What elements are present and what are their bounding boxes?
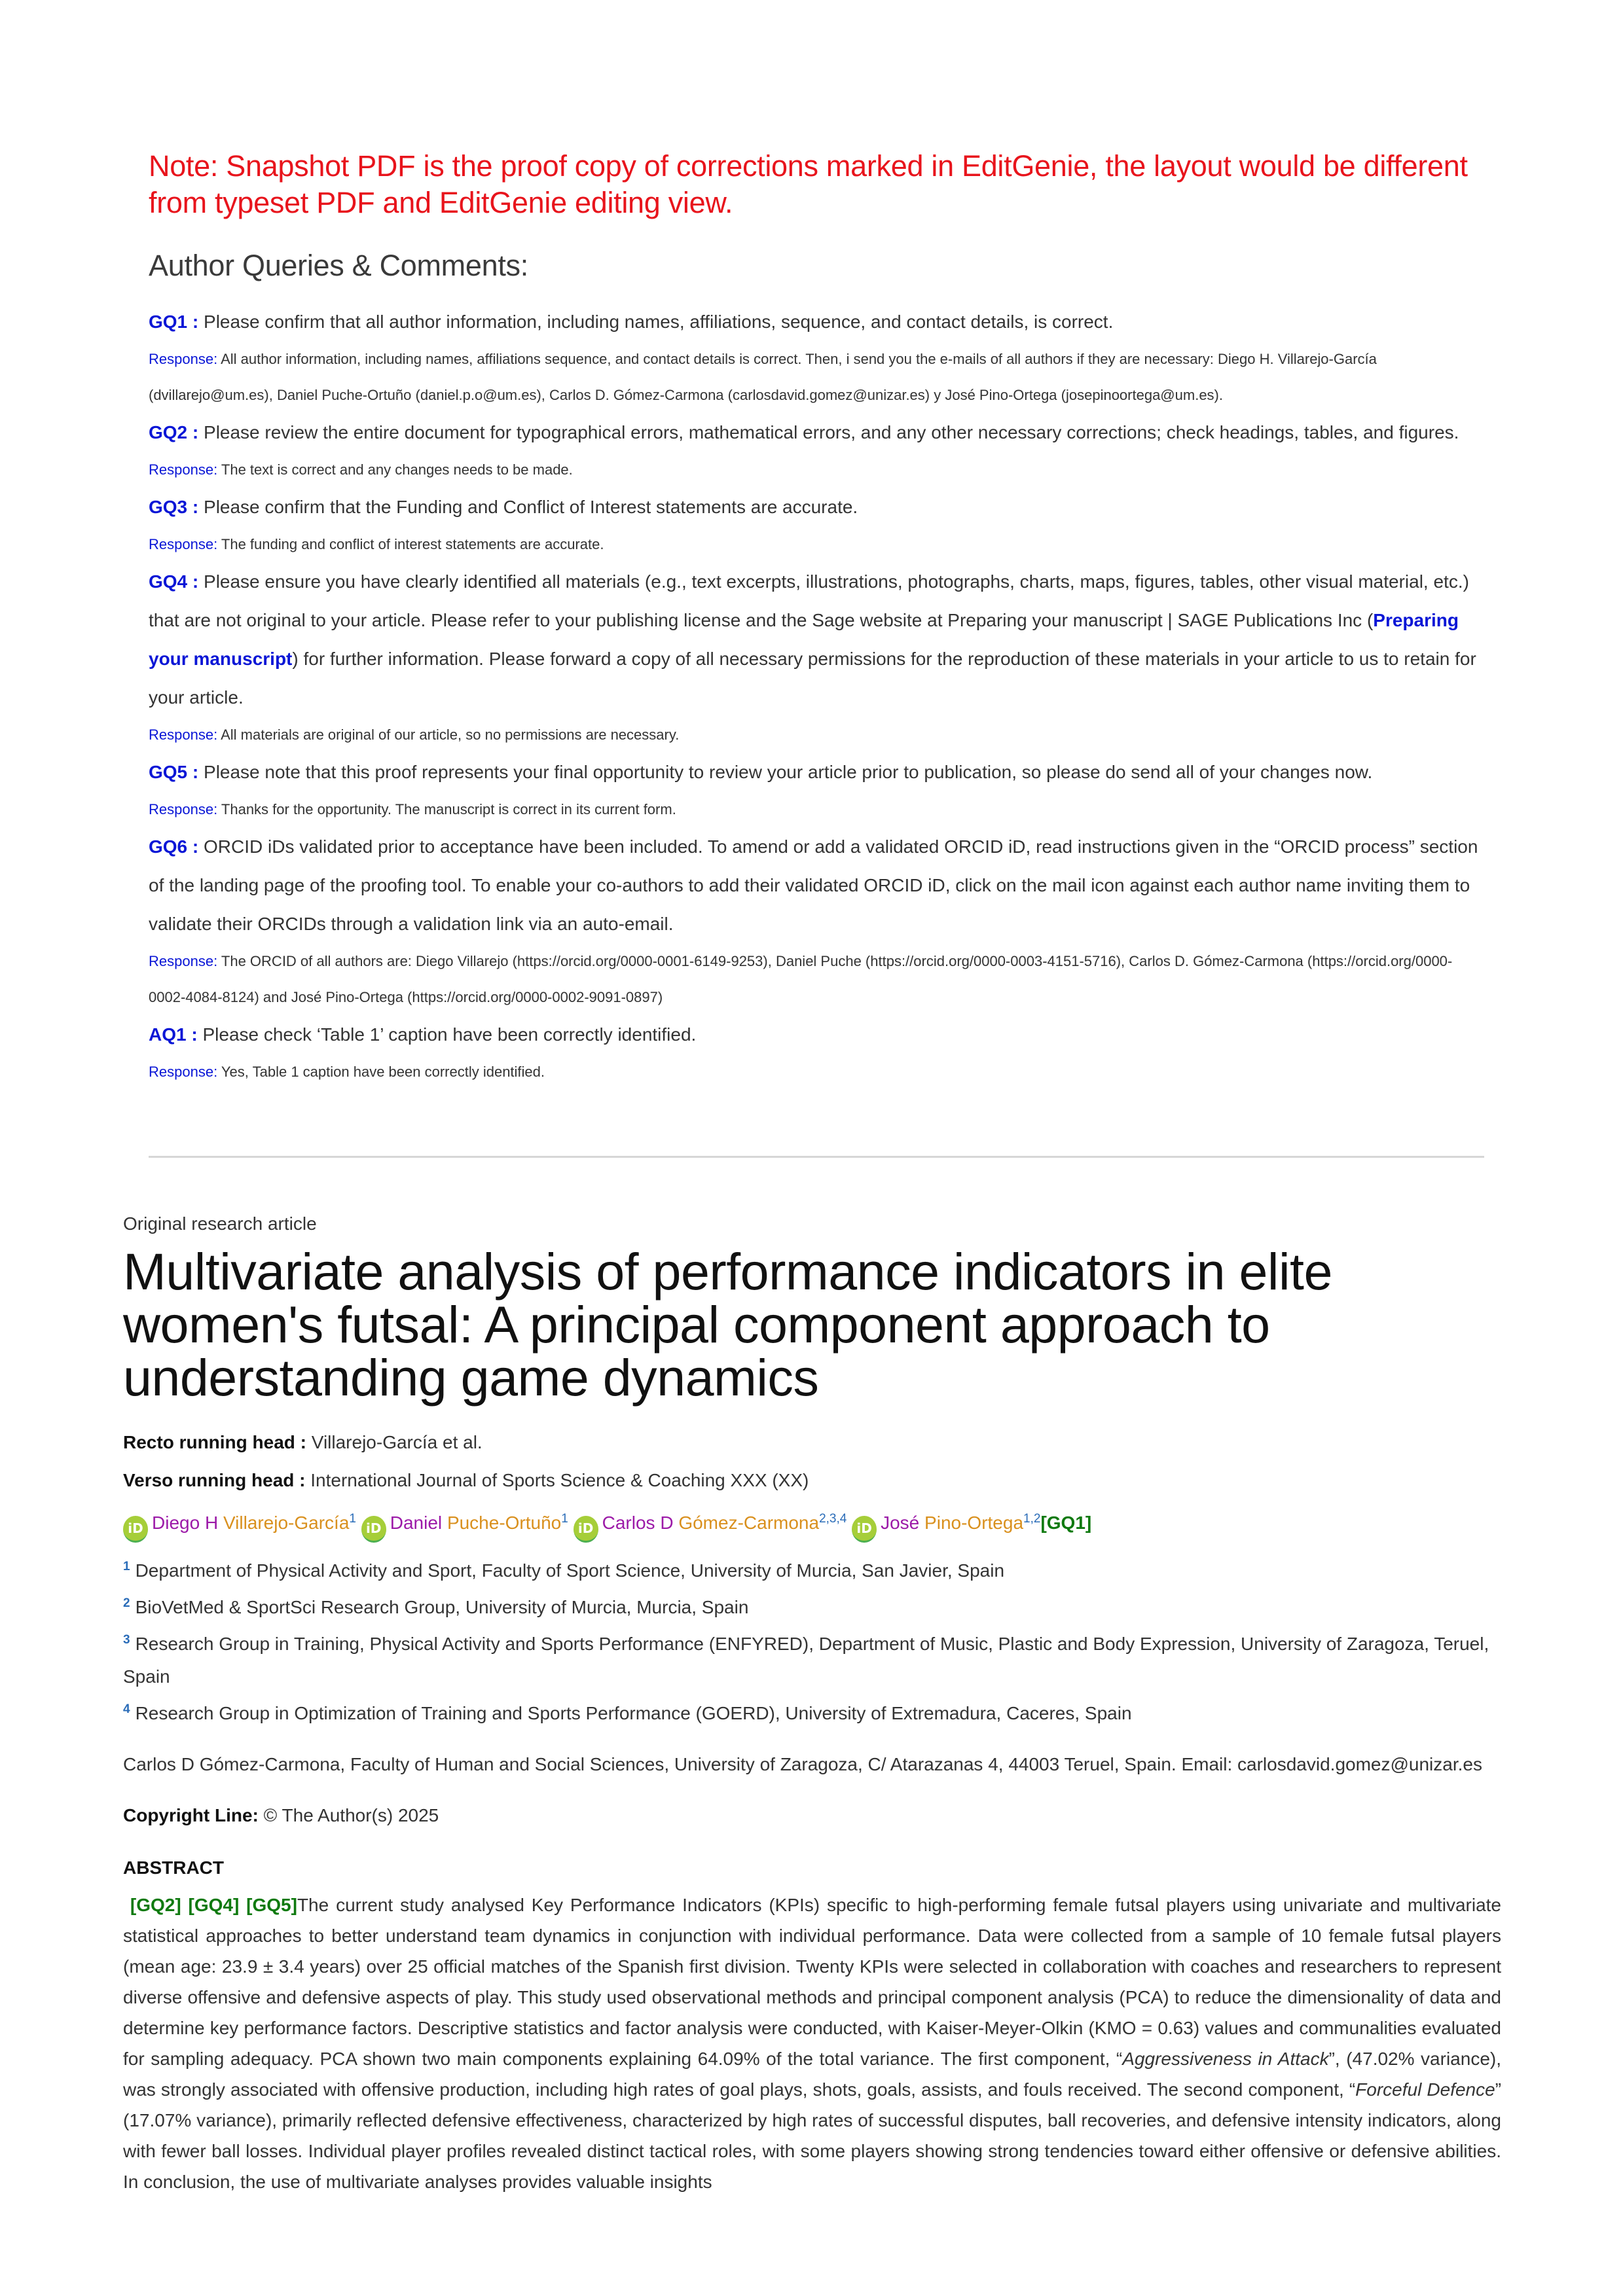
query-gq6 — [149, 827, 1484, 943]
author-surname: Puche-Ortuño — [447, 1513, 562, 1533]
author-surname: Pino-Ortega — [924, 1513, 1024, 1533]
orcid-icon[interactable]: iD — [361, 1516, 386, 1543]
query-text: Please ensure you have clearly identified all materials (e.g., text excerpts, illustrations, photographs, charts, maps, figures, tables, other visual material, etc.) that are not original to your article. Please refer to your publishing license and the Sage website at Preparing your manuscript | SAGE Publications Inc ( — [149, 571, 1469, 630]
author-surname: Gómez-Carmona — [678, 1513, 820, 1533]
response-label: Response: — [149, 726, 218, 743]
author-affil-sup: 1 — [561, 1512, 568, 1526]
author-queries-panel — [149, 148, 1484, 1090]
affiliation-number: 4 — [123, 1702, 130, 1716]
author-affil-sup: 2,3,4 — [819, 1512, 847, 1526]
affiliation-item — [123, 1624, 1501, 1693]
response-label: Response: — [149, 461, 218, 478]
abstract-text: The current study analysed Key Performance Indicators (KPIs) specific to high-performing female futsal players using univariate and multivariate statistical approaches to better understand team dynamics in conjunction with individual performance. Data were collected from a sample of 10 female futsal players (mean age: 23.9 ± 3.4 years) over 25 official matches of the Spanish first division. Twenty KPIs were selected in collaboration with coaches and researchers to represent diverse offensive and defensive aspects of play. This study used observational methods and principal component analysis (PCA) to reduce the dimensionality of data and determine key performance factors. Descriptive statistics and factor analysis were conducted, with Kaiser-Meyer-Olkin (KMO = 0.63) values and communalities evaluated for sampling adequacy. PCA shown two main components explaining 64.09% of the total variance. The first component, “ — [123, 1895, 1502, 2069]
query-text: Please check ‘Table 1’ caption have been correctly identified. — [202, 1024, 697, 1045]
response-gq6 — [149, 943, 1484, 1015]
abstract-heading: ABSTRACT — [123, 1857, 224, 1878]
response-text: The text is correct and any changes needs to be made. — [221, 461, 573, 478]
affiliation-number: 1 — [123, 1560, 130, 1573]
response-text: All materials are original of our article, so no permissions are necessary. — [221, 726, 680, 743]
query-gq2 — [149, 413, 1484, 452]
orcid-icon[interactable]: iD — [574, 1516, 598, 1543]
affiliation-number: 2 — [123, 1596, 130, 1610]
abstract-body — [123, 1890, 1501, 2197]
abstract-emphasis: Aggressiveness in Attack — [1122, 2049, 1329, 2069]
query-id[interactable]: AQ1 : — [149, 1024, 198, 1045]
response-gq3 — [149, 526, 1484, 562]
verso-value: International Journal of Sports Science & Coaching XXX (XX) — [310, 1470, 809, 1490]
query-gq4 — [149, 562, 1484, 717]
recto-running-head — [123, 1424, 1501, 1462]
affiliation-text: Department of Physical Activity and Sport, Faculty of Sport Science, University of Murcia, San Javier, Spain — [135, 1560, 1005, 1581]
response-label: Response: — [149, 1064, 218, 1080]
affiliation-text: BioVetMed & SportSci Research Group, University of Murcia, Murcia, Spain — [135, 1597, 749, 1617]
query-gq5 — [149, 753, 1484, 791]
copyright-label: Copyright Line: — [123, 1805, 259, 1825]
verso-running-head — [123, 1462, 1501, 1499]
author-given-name: Diego H — [152, 1513, 219, 1533]
affiliation-item — [123, 1587, 1501, 1624]
response-label: Response: — [149, 801, 218, 817]
query-id[interactable]: GQ1 : — [149, 312, 199, 332]
response-gq1 — [149, 341, 1484, 413]
article-front-matter — [123, 1211, 1501, 2197]
affiliation-item — [123, 1551, 1501, 1587]
author-list — [123, 1499, 1501, 1543]
abstract-query-refs[interactable]: [GQ2] [GQ4] [GQ5] — [130, 1895, 297, 1915]
copyright-line — [123, 1799, 1501, 1832]
copyright-value: © The Author(s) 2025 — [263, 1805, 439, 1825]
response-label: Response: — [149, 351, 218, 367]
section-divider — [149, 1156, 1484, 1158]
affiliation-number: 3 — [123, 1633, 130, 1647]
query-aq1 — [149, 1015, 1484, 1054]
query-text: Please note that this proof represents your final opportunity to review your article prior to publication, so please do send all of your changes now. — [204, 762, 1373, 782]
abstract-emphasis: Forceful Defence — [1355, 2079, 1495, 2100]
queries-heading: Author Queries & Comments: — [149, 249, 528, 282]
query-id[interactable]: GQ2 : — [149, 422, 199, 442]
response-label: Response: — [149, 536, 218, 552]
verso-label: Verso running head : — [123, 1470, 306, 1490]
article-type: Original research article — [123, 1213, 317, 1234]
response-text: Yes, Table 1 caption have been correctly identified. — [221, 1064, 545, 1080]
response-aq1 — [149, 1054, 1484, 1090]
query-text: ORCID iDs validated prior to acceptance have been included. To amend or add a validated ORCID iD, read instructions given in the “ORCID process” section of the landing page of the proofing tool. To enable your co-authors to add their validated ORCID iD, click on the mail icon against each author name inviting them to validate their ORCIDs through a validation link via an auto-email. — [149, 836, 1478, 934]
query-id[interactable]: GQ4 : — [149, 571, 199, 592]
response-gq5 — [149, 791, 1484, 827]
response-gq4 — [149, 717, 1484, 753]
affiliations — [123, 1551, 1501, 1730]
article-title: Multivariate analysis of performance indicators in elite women's futsal: A principal component approach to understanding game dynamics — [123, 1242, 1332, 1407]
response-gq2 — [149, 452, 1484, 488]
response-label: Response: — [149, 953, 218, 969]
affiliation-text: Research Group in Optimization of Training and Sports Performance (GOERD), University of Extremadura, Caceres, Spain — [135, 1703, 1132, 1723]
author-given-name: Carlos D — [602, 1513, 674, 1533]
query-ref-gq1[interactable]: [GQ1] — [1040, 1513, 1092, 1533]
query-gq1 — [149, 302, 1484, 341]
response-text: The funding and conflict of interest statements are accurate. — [221, 536, 604, 552]
author-affil-sup: 1 — [349, 1512, 356, 1526]
orcid-icon[interactable]: iD — [852, 1516, 877, 1543]
affiliation-item — [123, 1693, 1501, 1730]
query-text-continued: ) for further information. Please forward a copy of all necessary permissions for the reproduction of these materials in your article to us to retain for your article. — [149, 649, 1476, 708]
recto-value: Villarejo-García et al. — [311, 1432, 483, 1452]
author-given-name: Daniel — [390, 1513, 443, 1533]
affiliation-text: Research Group in Training, Physical Activity and Sports Performance (ENFYRED), Department of Music, Plastic and Body Expression, University of Zaragoza, Teruel, Spain — [123, 1634, 1489, 1687]
author-given-name: José — [881, 1513, 920, 1533]
query-id[interactable]: GQ5 : — [149, 762, 199, 782]
query-gq3 — [149, 488, 1484, 526]
proof-note: Note: Snapshot PDF is the proof copy of corrections marked in EditGenie, the layout would be different from typeset PDF and EditGenie editing view. — [149, 149, 1468, 219]
query-text: Please review the entire document for typographical errors, mathematical errors, and any other necessary corrections; check headings, tables, and figures. — [204, 422, 1459, 442]
query-id[interactable]: GQ3 : — [149, 497, 199, 517]
recto-label: Recto running head : — [123, 1432, 306, 1452]
query-text: Please confirm that all author information, including names, affiliations, sequence, and contact details, is correct. — [204, 312, 1114, 332]
response-text: The ORCID of all authors are: Diego Villarejo (https://orcid.org/0000-0001-6149-9253), Daniel Puche (https://orcid.org/0000-0003-4151-5716), Carlos D. Gómez-Carmona (https://orcid.org/0000-0002-4084-8124) and José Pino-Ortega (https://orcid.org/0000-0002-9091-0897) — [149, 953, 1453, 1005]
orcid-icon[interactable]: iD — [123, 1516, 148, 1543]
author-affil-sup: 1,2 — [1023, 1512, 1041, 1526]
query-text: Please confirm that the Funding and Conflict of Interest statements are accurate. — [204, 497, 858, 517]
abstract-text: ”, (47.02% variance), was strongly associated with offensive production, including high rates of goal plays, shots, goals, assists, and fouls received. The second component, “ — [123, 2049, 1501, 2100]
response-text: All author information, including names, affiliations sequence, and contact details is correct. Then, i send you the e-mails of all authors if they are necessary: Diego H. Villarejo-García (dvillarejo@um.es), Daniel Puche-Ortuño (daniel.p.o@um.es), Carlos D. Gómez-Carmona (carlosdavid.gomez@unizar.es) y José Pino-Ortega (josepinoortega@um.es). — [149, 351, 1377, 403]
response-text: Thanks for the opportunity. The manuscript is correct in its current form. — [221, 801, 676, 817]
correspondence: Carlos D Gómez-Carmona, Faculty of Human and Social Sciences, University of Zaragoza, C/ Atarazanas 4, 44003 Teruel, Spain. Email: carlosdavid.gomez@unizar.es — [123, 1754, 1482, 1774]
preparing-manuscript-link[interactable]: Preparing your manuscript — [149, 610, 1459, 669]
abstract-text: ” (17.07% variance), primarily reflected defensive effectiveness, characterized by high rates of successful disputes, ball recoveries, and defensive intensity indicators, along with fewer ball losses. Individual player profiles revealed distinct tactical roles, with some players showing strong tendencies toward either offensive or defensive abilities. In conclusion, the use of multivariate analyses provides valuable insights — [123, 2079, 1502, 2192]
author-surname: Villarejo-García — [223, 1513, 350, 1533]
query-id[interactable]: GQ6 : — [149, 836, 199, 857]
